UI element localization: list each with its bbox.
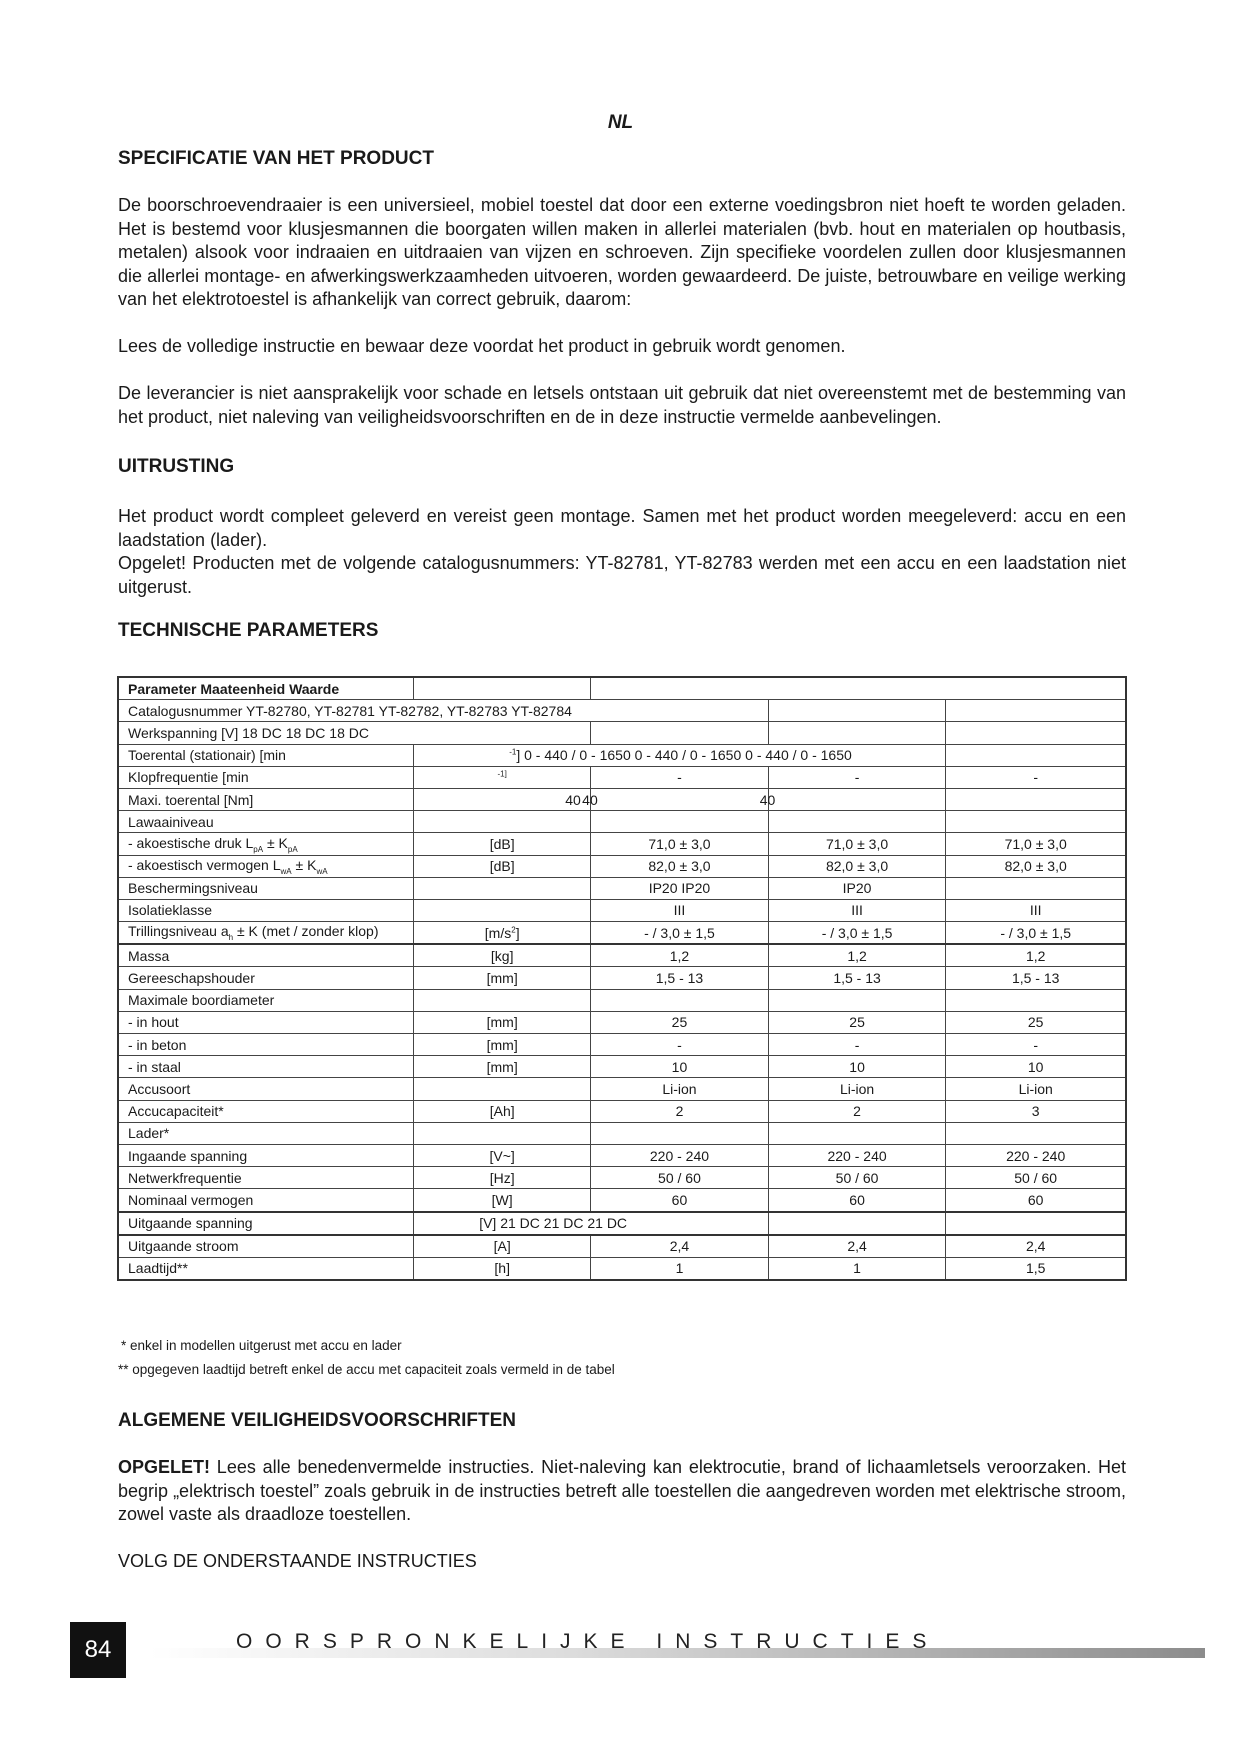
table-cell: 1,5 - 13 [591, 967, 769, 989]
footer-title: OORSPRONKELIJKE INSTRUCTIES [236, 1630, 940, 1653]
spec-paragraph-1: De boorschroevendraaier is een universieel, mobiel toestel dat door een externe voedingsbron niet hoeft te worden geladen. Het is bestemd voor klusjesmannen die boorgaten willen maken in allerlei materialen (bvb. hout en materialen op houtbasis, metalen) alsook voor indraaien en uitdraaien van vijzen en schroeven. Zijn specifieke voordelen zullen door klusjesmannen die allerlei montage- en afwerkingswerkzaamheden uitvoeren, worden gewaardeerd. De juiste, betrouwbare en veilige werking van het elektrotoestel is afhankelijk van correct gebruik, daarom: [118, 195, 1126, 309]
table-cell: Li-ion [946, 1078, 1126, 1100]
table-cell: [Ah] [414, 1100, 591, 1122]
table-row: Uitgaande spanning [V] 21 DC 21 DC 21 DC [118, 1212, 1126, 1235]
table-cell [768, 989, 946, 1011]
spec-paragraph-3: De leverancier is niet aansprakelijk voor schade en letsels ontstaan uit gebruik dat niet overeenstemt met de bestemming van het product, niet naleving van veiligheidsvoorschriften en de in deze instructie vermelde aanbevelingen. [118, 383, 1126, 427]
table-cell [414, 1122, 591, 1144]
table-row [118, 989, 1126, 1011]
table-cell: 1 [768, 1257, 946, 1280]
table-row [118, 1078, 1126, 1100]
table-cell: 10 [591, 1056, 769, 1078]
table-row: - akoestisch vermogen $L_{wA} \pm K_{wA}$ [dB] 82,0 ± 3,0 82,0 ± 3,0 82,0 ± 3,0 [118, 855, 1126, 877]
table-cell: [mm] [414, 1034, 591, 1056]
footnote-1: * enkel in modellen uitgerust met accu en lader [121, 1338, 402, 1353]
table-cell [414, 1078, 591, 1100]
section-title-technical-parameters: TECHNISCHE PARAMETERS [118, 620, 379, 641]
table-cell: 1,5 - 13 [768, 967, 946, 989]
table-cell: - [946, 1034, 1126, 1056]
table-cell: - in staal [118, 1056, 414, 1078]
table-row [118, 1257, 1126, 1280]
section-title-specification: SPECIFICATIE VAN HET PRODUCT [118, 148, 434, 169]
table-row [118, 1189, 1126, 1212]
table-row [118, 744, 1126, 766]
equipment-paragraph-1: Het product wordt compleet geleverd en vereist geen montage. Samen met het product worden meegeleverd: accu en een laadstation (lader). [118, 506, 1126, 550]
safety-paragraph-1: OPGELET! Lees alle benedenvermelde instructies. Niet-naleving kan elektrocutie, brand of lichaamletsels veroorzaken. Het begrip „elektrisch toestel” zoals gebruik in de instructies betreft alle toestellen die aangedreven worden met elektrische stroom, zowel vaste als draadloze toestellen. [118, 1457, 1126, 1524]
table-row [118, 677, 1126, 700]
section-title-safety: ALGEMENE VEILIGHEIDSVOORSCHRIFTEN [118, 1410, 516, 1431]
table-cell: 1,5 - 13 [946, 967, 1126, 989]
table-cell: 1,5 [946, 1257, 1126, 1280]
table-cell: Li-ion [768, 1078, 946, 1100]
table-cell: 10 [768, 1056, 946, 1078]
table-cell: Nominaal vermogen [118, 1189, 414, 1212]
table-cell: [W] [414, 1189, 591, 1212]
table-row [118, 722, 1126, 744]
table-row: Klopfrequentie [min $^{-1]}$ - - - [118, 766, 1126, 788]
table-cell: 2 [591, 1100, 769, 1122]
footnote-2: ** opgegeven laadtijd betreft enkel de accu met capaciteit zoals vermeld in de tabel [118, 1362, 615, 1377]
table-cell [946, 989, 1126, 1011]
table-cell: Ingaande spanning [118, 1144, 414, 1166]
table-cell [591, 1122, 769, 1144]
table-row [118, 1034, 1126, 1056]
table-cell: Accusoort [118, 1078, 414, 1100]
table-row [118, 1100, 1126, 1122]
table-cell: 220 - 240 [768, 1144, 946, 1166]
table-row [118, 944, 1126, 967]
table-row: Trillingsniveau $a_h \pm K$ (met / zonder klop) $[m/s^2]$ - / 3,0 ± 1,5 - / 3,0 ± 1,5 - / 3,0 ± 1,5 [118, 922, 1126, 945]
table-cell: 50 / 60 [946, 1167, 1126, 1189]
table-row [118, 1122, 1126, 1144]
table-cell: 60 [946, 1189, 1126, 1212]
table-cell: [mm] [414, 1056, 591, 1078]
table-cell: [h] [414, 1257, 591, 1280]
table-cell: Netwerkfrequentie [118, 1167, 414, 1189]
table-cell: Uitgaande stroom [118, 1235, 414, 1258]
table-cell: Lader* [118, 1122, 414, 1144]
spec-paragraph-2: Lees de volledige instructie en bewaar deze voordat het product in gebruik wordt genomen. [118, 336, 846, 356]
table-row [118, 1011, 1126, 1033]
section-title-equipment: UITRUSTING [118, 456, 235, 477]
page-number: 84 [70, 1622, 126, 1678]
table-row [118, 967, 1126, 989]
table-cell: [V~] [414, 1144, 591, 1166]
table-cell: 1,2 [946, 944, 1126, 967]
table-row: Isolatieklasse III III III [118, 899, 1126, 921]
speed-label: Toerental (stationair) [min [118, 744, 414, 766]
table-row [118, 700, 1126, 722]
language-code: NL [607, 112, 634, 133]
table-row [118, 1235, 1126, 1258]
table-cell: [A] [414, 1235, 591, 1258]
table-cell: 60 [768, 1189, 946, 1212]
table-cell: [mm] [414, 1011, 591, 1033]
table-cell: 220 - 240 [946, 1144, 1126, 1166]
impact-unit: -1] [414, 766, 591, 788]
table-header-cell: Parameter Maateenheid Waarde [118, 677, 414, 700]
table-cell: 50 / 60 [768, 1167, 946, 1189]
table-cell: Li-ion [591, 1078, 769, 1100]
table-cell [591, 989, 769, 1011]
table-cell: [mm] [414, 967, 591, 989]
table-cell: [Hz] [414, 1167, 591, 1189]
table-cell: Gereeschapshouder [118, 967, 414, 989]
table-cell: 2,4 [946, 1235, 1126, 1258]
equipment-paragraph-2: Opgelet! Producten met de volgende catalogusnummers: YT-82781, YT-82783 werden met een accu en een laadstation niet uitgerust. [118, 553, 1126, 597]
voltage-cell: Werkspanning [V] 18 DC 18 DC 18 DC [118, 722, 591, 744]
table-cell: 25 [591, 1011, 769, 1033]
table-cell: 1,2 [591, 944, 769, 967]
table-cell: - in beton [118, 1034, 414, 1056]
table-cell: 25 [946, 1011, 1126, 1033]
table-cell: [kg] [414, 944, 591, 967]
table-cell: 10 [946, 1056, 1126, 1078]
table-cell: 1 [591, 1257, 769, 1280]
table-row [118, 1144, 1126, 1166]
technical-parameters-table [117, 676, 1127, 1281]
table-row: - akoestische druk $L_{pA} \pm K_{pA}$ [dB] 71,0 ± 3,0 71,0 ± 3,0 71,0 ± 3,0 [118, 833, 1126, 855]
table-cell: 3 [946, 1100, 1126, 1122]
table-row: Maxi. toerental [Nm] 40 40 40 [118, 788, 1126, 810]
table-cell: - in hout [118, 1011, 414, 1033]
catalog-cell: Catalogusnummer YT-82780, YT-82781 YT-82782, YT-82783 YT-82784 [118, 700, 768, 722]
impact-label: Klopfrequentie [min [118, 766, 414, 788]
table-cell: Maximale boordiameter [118, 989, 414, 1011]
table-cell: Massa [118, 944, 414, 967]
table-cell: 2,4 [768, 1235, 946, 1258]
table-cell [414, 989, 591, 1011]
table-cell [946, 1122, 1126, 1144]
table-cell: 60 [591, 1189, 769, 1212]
table-row: Beschermingsniveau IP20 IP20 IP20 [118, 877, 1126, 899]
table-cell [768, 1122, 946, 1144]
table-cell: - [768, 1034, 946, 1056]
table-cell: 220 - 240 [591, 1144, 769, 1166]
table-cell: 25 [768, 1011, 946, 1033]
table-cell: - [591, 1034, 769, 1056]
safety-paragraph-2: VOLG DE ONDERSTAANDE INSTRUCTIES [118, 1551, 477, 1571]
table-cell: Laadtijd** [118, 1257, 414, 1280]
table-row [118, 1167, 1126, 1189]
table-cell: 50 / 60 [591, 1167, 769, 1189]
speed-values: $^{-1}$] 0 - 440 / 0 - 1650 0 - 440 / 0 - 1650 0 - 440 / 0 - 1650 [414, 744, 946, 766]
torque-label: Maxi. toerental [Nm] [118, 788, 414, 810]
table-cell: 2 [768, 1100, 946, 1122]
table-row [118, 1056, 1126, 1078]
table-cell: Accucapaciteit* [118, 1100, 414, 1122]
table-row: Lawaainiveau [118, 811, 1126, 833]
table-cell: 1,2 [768, 944, 946, 967]
table-cell: 2,4 [591, 1235, 769, 1258]
